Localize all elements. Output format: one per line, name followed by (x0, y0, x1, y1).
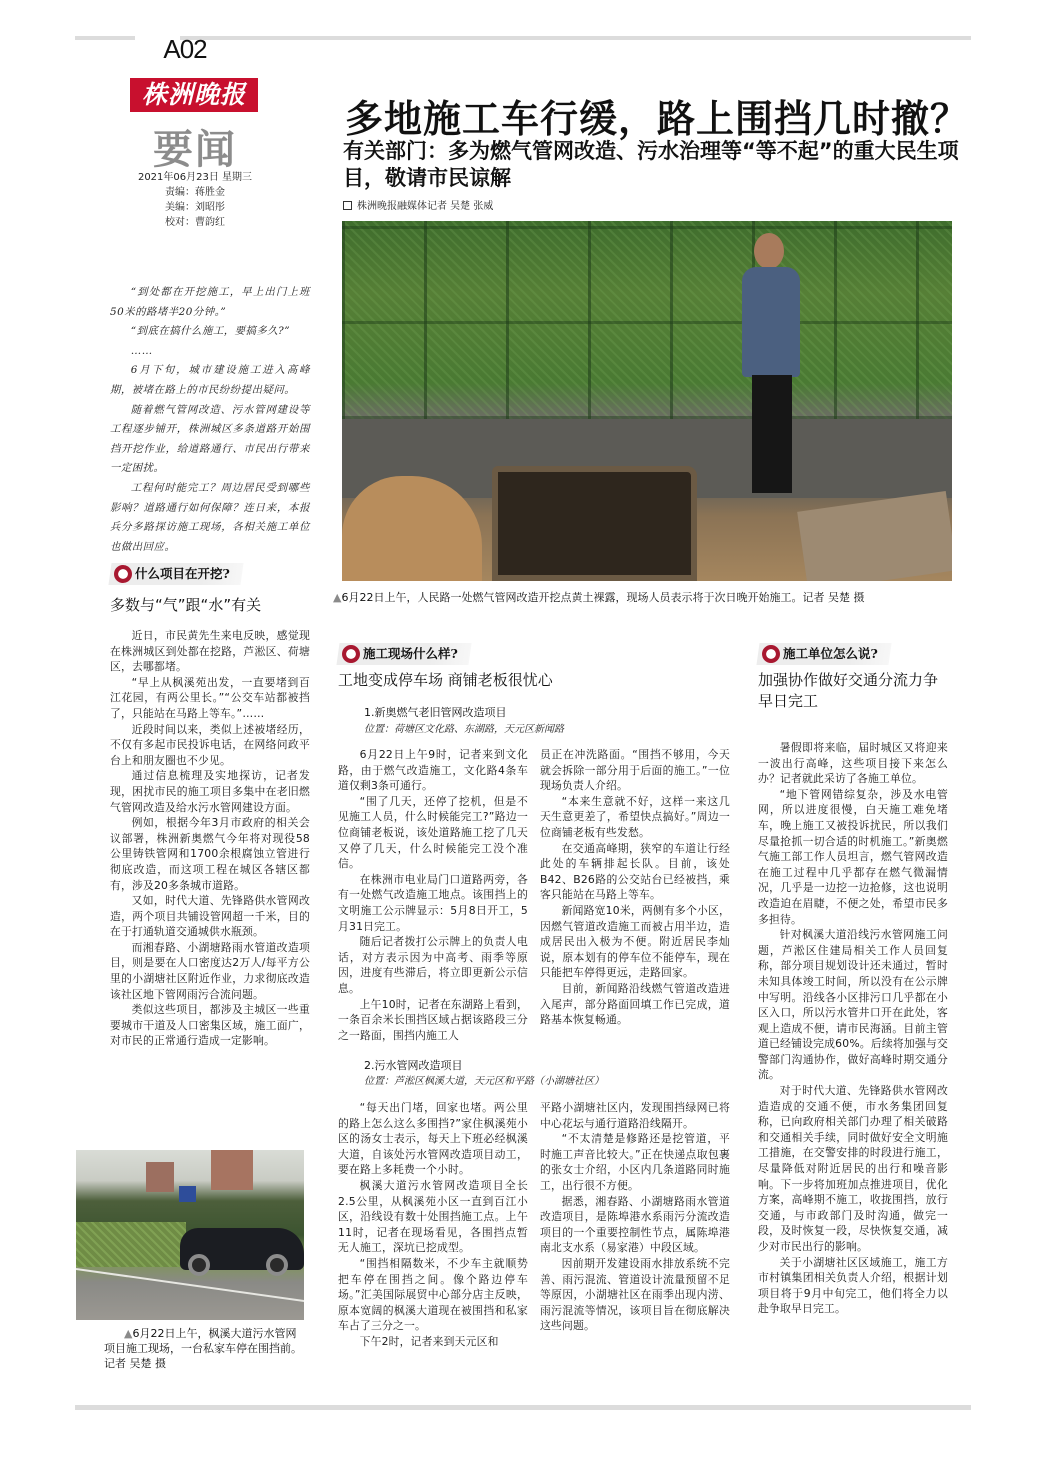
byline-text: 株洲晚报融媒体记者 吴楚 张威 (357, 201, 494, 212)
issue-date: 2021年06月23日 星期三 (137, 172, 253, 183)
main-photo-caption-text: 6月22日上午，人民路一处燃气管网改造开挖点黄土裸露，现场人员表示将于次日晚开始施工。记者 吴楚 摄 (341, 591, 865, 604)
body-paragraph: 目前，新闻路沿线燃气管道改造进入尾声，部分路面回填工作已完成，道路基本恢复畅通。 (540, 981, 730, 1027)
section-3-body (758, 740, 948, 1317)
designer-credit: 美编：刘昭彤 (165, 202, 225, 213)
body-paragraph: 近段时间以来，类似上述被堵经历，不仅有多起市民投诉电话，在网络问政平台上和朋友圈也不少见。 (110, 722, 310, 767)
body-paragraph: “本来生意就不好，这样一来这几天生意更差了，希望快点搞好。”周边一位商铺老板有些发愁。 (540, 794, 730, 839)
ring-bullet-icon (342, 645, 360, 663)
excavation-pit (492, 466, 697, 581)
article-subheadline: 有关部门：多为燃气管网改造、污水治理等“等不起”的重大民生项目，敬请市民谅解 (343, 139, 959, 190)
body-paragraph: 员正在冲洗路面。“围挡不够用，今天就会拆除一部分用于后面的施工。”一位现场负责人介绍。 (540, 748, 730, 793)
body-paragraph: 暑假即将来临，届时城区又将迎来一波出行高峰，这些项目接下来怎么办？记者就此采访了各施工单位。 (758, 741, 948, 786)
body-paragraph: 枫溪大道污水管网改造项目全长2.5公里，从枫溪苑小区一直到百江小区，沿线设有数十处围挡施工点。上午11时，记者在现场看见，各围挡点暂无人施工，深坑已挖成型。 (338, 1178, 528, 1255)
top-rule-right (180, 36, 971, 40)
section-1-body (110, 628, 310, 1049)
ring-bullet-icon (762, 645, 780, 663)
body-paragraph: 对于时代大道、先锋路供水管网改造造成的交通不便，市水务集团回复称，已向政府相关部门办理了相关破路和交通相关手续，同时做好安全文明施工措施，在交警安排的时段进行施工，尽量降低对附近居民的出行和噪音影响。下一步将加班加点推进项目，优化方案，高峰期不施工，收拢围挡，放行交通，与市政部门及时沟通，做完一段，及时恢复一段，尽快恢复交通，减少对市民出行的影响。 (758, 1084, 948, 1253)
small-photo-caption (104, 1326, 304, 1371)
body-paragraph: 例如，根据今年3月市政府的相关会议部署，株洲新奥燃气今年将对现役58公里铸铁管网和1700余根腐蚀立管进行彻底改造，而这项工程在城区各辖区都有，涉及20多条城市道路。 (110, 816, 310, 892)
body-paragraph: 在株洲市电业局门口道路两旁，各有一处燃气改造施工地点。该围挡上的文明施工公示牌显示：5月8日开工，5月31日完工。 (338, 872, 528, 933)
section-heading: 多数与“气”跟“水”有关 (110, 596, 262, 614)
body-paragraph: 随后记者拨打公示牌上的负责人电话，对方表示因为中高考、雨季等原因，进度有些滞后，将立即更新公示信息。 (338, 935, 528, 995)
section-heading: 工地变成停车场 商铺老板很忧心 (338, 671, 553, 689)
body-paragraph: 上午10时，记者在东湖路上看到，一条百余米长围挡区域占据该路段三分之一路面，围挡内施工人 (338, 997, 528, 1042)
body-paragraph: “围了几天，还停了挖机，但是不见施工人员，什么时候能完工?”路边一位商铺老板说，该处道路施工挖了几天又停了几天，什么时候能完工没个准信。 (338, 794, 528, 871)
section-heading: 加强协作做好交通分流力争早日完工 (758, 671, 939, 710)
ring-bullet-icon (114, 565, 132, 583)
intro-paragraph: …… (130, 344, 153, 357)
bottom-rule (75, 1405, 971, 1410)
body-paragraph: “每天出门堵，回家也堵。两公里的路上怎么这么多围挡?”家住枫溪苑小区的汤女士表示，每天上下班必经枫溪大道，自该处污水管网改造项目动工，要在路上多耗费一个小时。 (338, 1101, 528, 1177)
green-fence-netting (342, 221, 952, 419)
body-paragraph: 在交通高峰期，狭窄的车道让行经此处的车辆排起长队。目前，该处B42、B26路的公交站台已经被挡，乘客只能站在马路上等车。 (540, 841, 730, 902)
body-paragraph: “不太清楚是修路还是挖管道，平时施工声音比较大。”正在快递点取包裹的张女士介绍，小区内几条道路同时施工，出行很不方便。 (540, 1132, 730, 1192)
page-number: A02 (163, 34, 207, 64)
small-photo-parked-car[interactable] (76, 1150, 304, 1320)
project-2-body-left (338, 1100, 528, 1350)
project-2-body-right (540, 1100, 730, 1334)
small-photo-caption-text: 6月22日上午，枫溪大道污水管网项目施工现场，一台私家车停在围挡前。记者 吴楚 摄 (104, 1327, 302, 1370)
project-location: 位置：芦淞区枫溪大道，天元区和平路（小湖塘社区） (364, 1076, 604, 1087)
body-paragraph: 关于小湖塘社区区域施工，施工方市村镇集团相关负责人介绍，根据计划项目将于9月中旬完工，他们将全力以赴争取早日完工。 (758, 1255, 948, 1316)
proofreader-credit: 校对：曹韵红 (165, 217, 225, 228)
article-intro (110, 283, 310, 557)
byline-box-icon (343, 201, 352, 210)
project-title: 2.污水管网改造项目 (364, 1059, 463, 1072)
body-paragraph: 下午2时，记者来到天元区和 (359, 1334, 499, 1348)
section-title: 要闻 (153, 126, 237, 173)
body-paragraph: 类似这些项目，都涉及主城区一些重要城市干道及人口密集区域，施工面广，对市民的正常通行造成一定影响。 (110, 1003, 310, 1048)
body-paragraph: 近日，市民黄先生来电反映，感觉现在株洲城区到处都在挖路，芦淞区、荷塘区，去哪都堵。 (110, 629, 310, 674)
main-photo-caption (333, 590, 973, 605)
body-paragraph: “围挡相隔数米，不少车主就顺势把车停在围挡之间。像个路边停车场。”汇美国际展贸中心部分店主反映，原本宽阔的枫溪大道现在被围挡和私家车占了三分之一。 (338, 1256, 528, 1333)
body-paragraph: “地下管网错综复杂，涉及水电管网，所以进度很慢，白天施工难免堵车，晚上施工又被投诉扰民，所以我们尽量抢抓一切合适的时机施工。”新奥燃气施工部工作人员坦言，燃气管网改造在施工过程中几乎都存在燃气微漏情况，几乎是一边挖一边抢修，这也说明改造迫在眉睫，不便之处，希望市民多多担待。 (758, 787, 948, 926)
section-badge-site-conditions: 施工现场什么样? (336, 643, 471, 665)
section-badge-contractor-response: 施工单位怎么说? (756, 643, 891, 665)
caption-triangle-icon: ▲ (333, 591, 342, 604)
project-1-body-right (540, 747, 730, 1028)
body-paragraph: 通过信息梳理及实地探访，记者发现，困扰市民的施工项目多集中在老旧燃气管网改造及给水污水管网建设方面。 (110, 769, 310, 814)
road-sign (179, 1186, 196, 1202)
article-headline: 多地施工车行缓，路上围挡几时撤？ (345, 97, 970, 141)
broken-slab (797, 491, 952, 581)
main-photo-excavation-site[interactable] (342, 221, 952, 581)
body-paragraph: 平路小湖塘社区内，发现围挡绿网已将中心花坛与通行道路沿线隔开。 (540, 1101, 730, 1130)
body-paragraph: 新闻路宽10米，两侧有多个小区，因燃气管道改造施工而被占用半边，造成居民出入极为不便。附近居民李灿说，原本划有的停车位不能停车，现在只能把车停得更远，走路回家。 (540, 903, 730, 980)
body-paragraph: 而湘春路、小湖塘路雨水管道改造项目，则是要在人口密度达2万人/每平方公里的小湖塘社区附近作业，力求彻底改造该社区地下管网雨污合流问题。 (110, 940, 310, 1001)
editor-credit: 责编：蒋胜金 (165, 187, 225, 198)
intro-paragraph: 6月下旬，城市建设施工进入高峰期，被堵在路上的市民纷纷提出疑问。 (110, 364, 310, 396)
body-paragraph: 因前期开发建设雨水排放系统不完善、雨污混流、管道设计流量预留不足等原因，小湖塘社区在雨季出现内涝、雨污混流等情况，该项目旨在彻底解决这些问题。 (540, 1256, 730, 1333)
byline (343, 197, 493, 212)
body-paragraph: 6月22日上午9时，记者来到文化路，由于燃气改造施工，文化路4条车道仅剩3条可通行。 (338, 748, 528, 793)
intro-paragraph: “到处都在开挖施工，早上出门上班50米的路堵半20分钟。” (110, 286, 310, 318)
body-paragraph: 针对枫溪大道沿线污水管网施工问题，芦淞区住建局相关工作人员回复称，部分项目规划设计还未通过，暂时未知具体竣工时间，所以没有在公示牌中写明。沿线各小区排污口几乎都在小区入口，所以污水管井口开在此处，客观上造成不便，请市民海涵。目前主管道已经铺设完成60%。后续将加强与交警部门沟通协作，做好高峰时期交通分流。 (758, 928, 948, 1082)
body-paragraph: 据悉，湘春路、小湖塘路雨水管道改造项目，是陈埠港水系雨污分流改造项目的一个重要控制性节点，属陈埠港南北支水系（易家港）中段区域。 (540, 1194, 730, 1255)
caption-triangle-icon: ▲ (124, 1327, 133, 1340)
intro-paragraph: 工程何时能完工？周边居民受到哪些影响？道路通行如何保障？连日来，本报兵分多路探访施工现场，各相关施工单位也做出回应。 (110, 481, 310, 553)
top-rule-left (75, 36, 135, 40)
man-on-phone-figure (740, 233, 802, 493)
body-paragraph: 又如，时代大道、先锋路供水管网改造，两个项目共铺设管网超一千米，目的在于打通轨道交通城供水瓶颈。 (110, 894, 310, 939)
body-paragraph: “早上从枫溪苑出发，一直要堵到百江花园，有两公里长。”“公交车站都被挡了，只能站在马路上等车。”…… (110, 675, 310, 720)
newspaper-masthead-logo: 株洲晚报 (130, 78, 258, 112)
intro-paragraph: “到底在搞什么施工，要搞多久?” (130, 325, 291, 338)
project-location: 位置：荷塘区文化路、东湖路，天元区新闻路 (364, 724, 564, 735)
section-badge-what-projects: 什么项目在开挖? (108, 563, 243, 585)
project-1-body-left (338, 747, 528, 1043)
project-title: 1.新奥燃气老旧管网改造项目 (364, 706, 507, 719)
green-fence-hedge (76, 1222, 186, 1267)
edition-meta (110, 170, 280, 230)
intro-paragraph: 随着燃气管网改造、污水管网建设等工程逐步铺开，株洲城区多条道路开始围挡开挖作业，给道路通行、市民出行带来一定困扰。 (110, 403, 310, 475)
